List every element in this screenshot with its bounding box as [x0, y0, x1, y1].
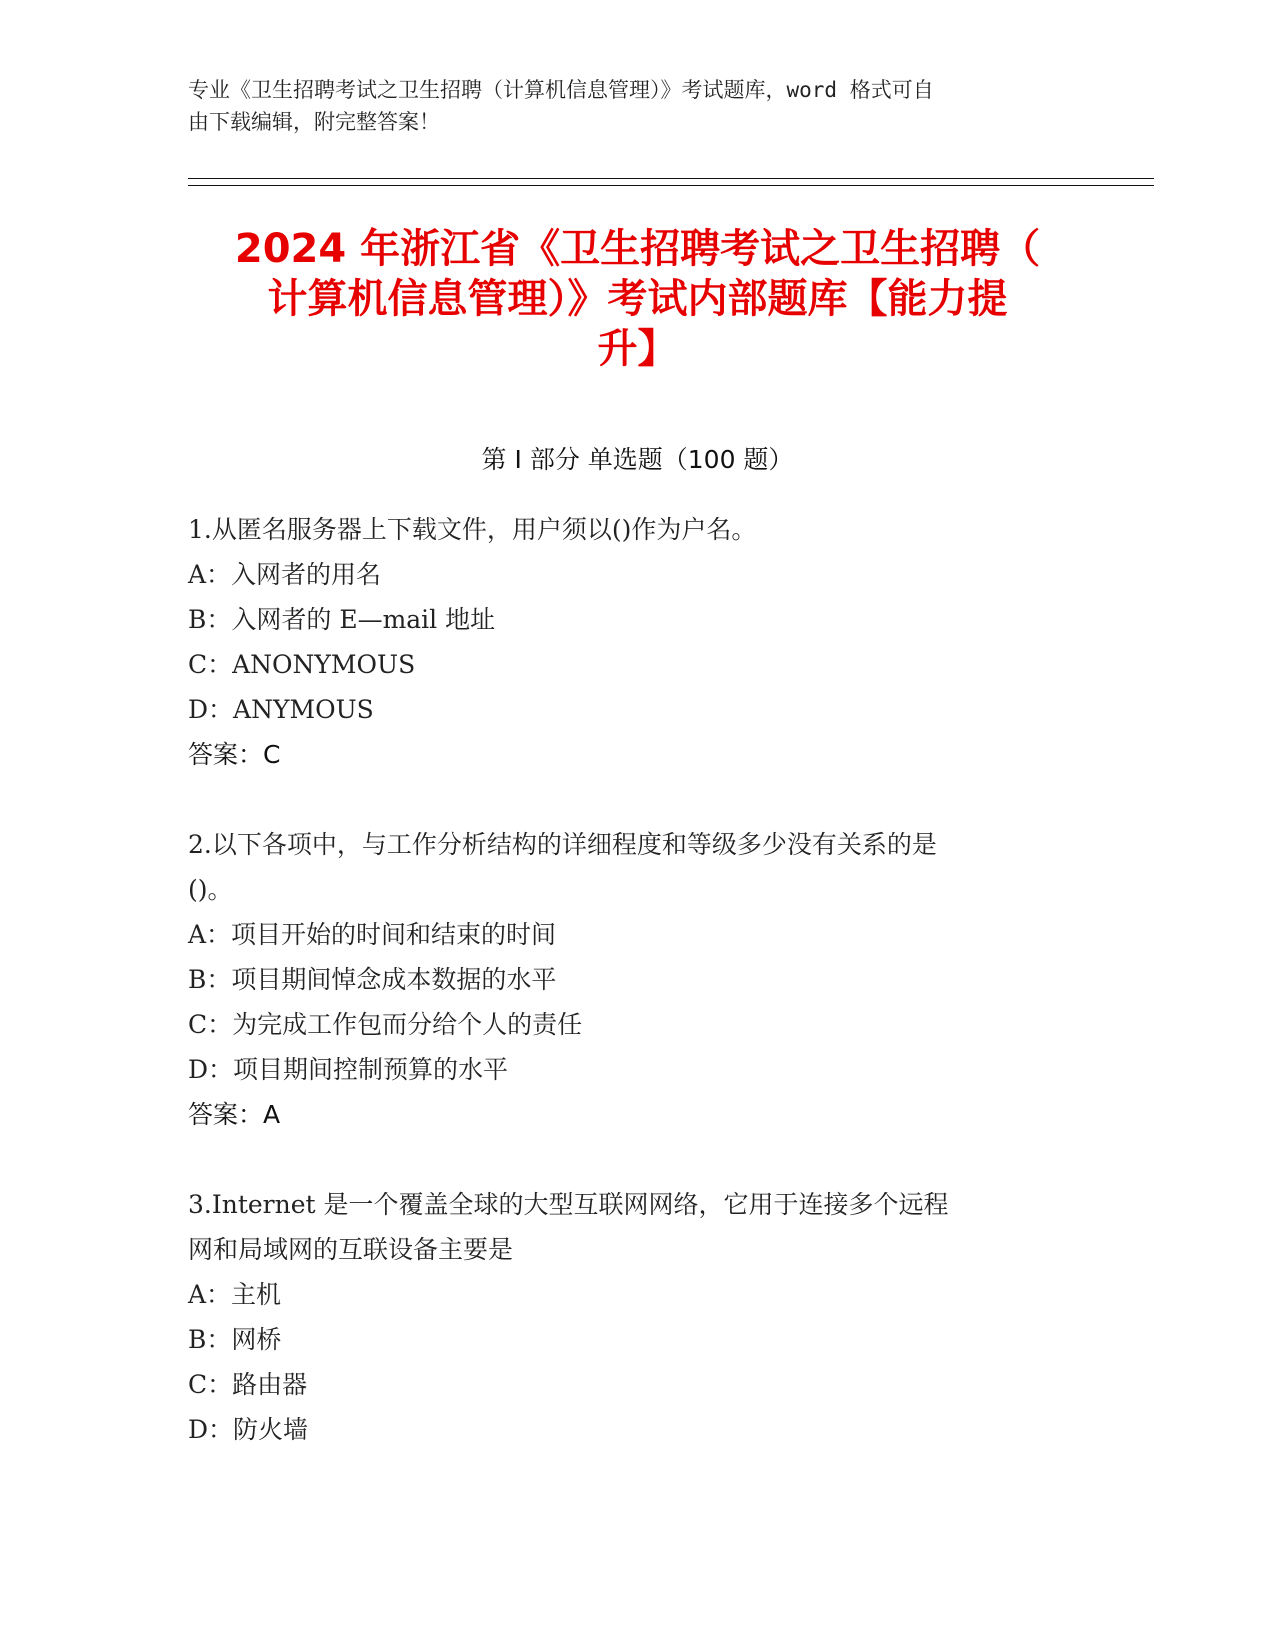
option-d: D：ANYMOUS	[188, 695, 374, 724]
question-stem: 1.从匿名服务器上下载文件，用户须以()作为户名。	[188, 515, 757, 544]
question-stem: 3.Internet 是一个覆盖全球的大型互联网网络，它用于连接多个远程	[188, 1190, 949, 1219]
option-b: B：入网者的 E—mail 地址	[188, 605, 496, 634]
option-c: C：路由器	[188, 1370, 308, 1399]
header-note-line: 由下载编辑，附完整答案！	[188, 110, 440, 134]
title-line: 升】	[597, 326, 678, 372]
title-line: 2024 年浙江省《卫生招聘考试之卫生招聘（	[234, 226, 1041, 272]
header-note-line: 专业《卫生招聘考试之卫生招聘（计算机信息管理）》考试题库，word 格式可自	[188, 78, 934, 102]
header-divider-bottom	[188, 185, 1154, 186]
header-note	[188, 74, 1068, 138]
option-a: A：入网者的用名	[188, 560, 382, 589]
header-divider-top	[188, 178, 1154, 179]
question-stem-continued: 网和局域网的互联设备主要是	[188, 1235, 514, 1264]
option-c: C：ANONYMOUS	[188, 650, 416, 679]
section-title: 第 I 部分 单选题（100 题）	[481, 445, 794, 474]
option-d: D：防火墙	[188, 1415, 309, 1444]
option-a: A：主机	[188, 1280, 282, 1309]
option-d: D：项目期间控制预算的水平	[188, 1055, 509, 1084]
option-b: B：网桥	[188, 1325, 282, 1354]
question-stem: 2.以下各项中，与工作分析结构的详细程度和等级多少没有关系的是	[188, 830, 937, 859]
option-c: C：为完成工作包而分给个人的责任	[188, 1010, 583, 1039]
option-b: B：项目期间悼念成本数据的水平	[188, 965, 557, 994]
question-stem-continued: ()。	[188, 875, 233, 904]
answer-line: 答案：C	[188, 740, 281, 769]
document-title	[170, 224, 1105, 374]
title-line: 计算机信息管理）》考试内部题库【能力提	[267, 276, 1008, 322]
option-a: A：项目开始的时间和结束的时间	[188, 920, 557, 949]
answer-line: 答案：A	[188, 1100, 281, 1129]
